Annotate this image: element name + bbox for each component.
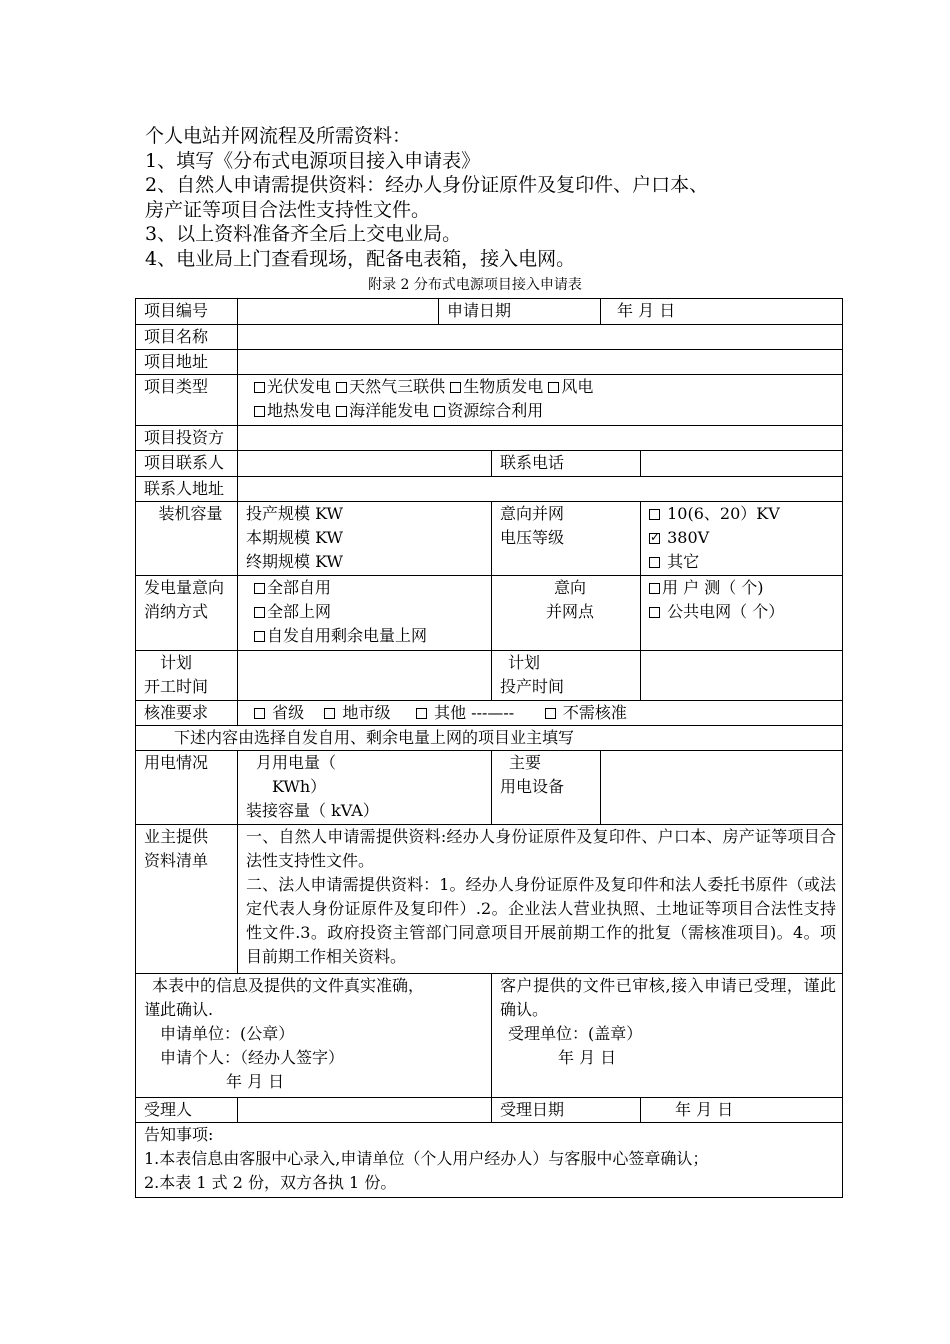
apply-date-label: 申请日期	[439, 299, 601, 325]
row-investor	[136, 426, 843, 451]
type-option: 地热发电	[267, 401, 332, 420]
grid-point-label-line: 意向	[554, 578, 587, 597]
row-notice	[136, 1123, 843, 1198]
row-project-type	[136, 375, 843, 426]
approval-label: 核准要求	[136, 701, 238, 726]
voltage-label	[492, 502, 641, 576]
documents-content	[238, 825, 843, 974]
documents-label-line: 业主提供	[144, 827, 209, 846]
applicant-person: 申请个人：（经办人签字）	[160, 1048, 345, 1067]
project-address-value	[238, 350, 843, 375]
notice-section	[136, 1123, 843, 1198]
receiver-label: 受理人	[136, 1098, 238, 1123]
project-address-label: 项目地址	[136, 350, 238, 375]
documents-natural-person: 一、自然人申请需提供资料:经办人身份证原件及复印件、户口本、房产证等项目合法性支持性文件。	[246, 827, 837, 870]
checkbox-icon[interactable]	[649, 557, 660, 568]
approval-option: 地市级	[342, 703, 391, 722]
row-usage	[136, 751, 843, 825]
voltage-option: 380V	[667, 528, 710, 547]
intro-section	[145, 124, 845, 271]
equipment-label-line: 用电设备	[500, 777, 565, 796]
receive-date-value: 年 月 日	[641, 1098, 843, 1123]
equipment-label	[492, 751, 601, 825]
intro-step-2a: 2、自然人申请需提供资料：经办人身份证原件及复印件、户口本、	[145, 174, 709, 196]
checkbox-icon[interactable]	[336, 382, 347, 393]
type-option: 海洋能发电	[349, 401, 430, 420]
declaration-text: 本表中的信息及提供的文件真实准确，	[152, 976, 425, 995]
type-option: 天然气三联供	[349, 377, 446, 396]
capacity-line: 终期规模 KW	[246, 552, 343, 571]
production-time-label	[492, 651, 641, 701]
consume-option: 全部上网	[267, 602, 332, 621]
declaration-receiver	[492, 974, 843, 1098]
type-option: 资源综合利用	[447, 401, 544, 420]
point-option: 用 户 测（ 个)	[662, 578, 764, 597]
equipment-label-line: 主要	[509, 753, 542, 772]
checkbox-icon[interactable]	[254, 631, 265, 642]
consumption-label	[136, 576, 238, 651]
project-no-value	[238, 299, 439, 325]
checkbox-icon[interactable]	[545, 708, 556, 719]
capacity-line: 本期规模 KW	[246, 528, 343, 547]
voltage-label-line: 电压等级	[500, 528, 565, 547]
usage-line: 装接容量（ kVA）	[246, 801, 379, 820]
capacity-values	[238, 502, 492, 576]
receive-date-label: 受理日期	[492, 1098, 641, 1123]
contact-label: 项目联系人	[136, 451, 238, 477]
receiver-text: 客户提供的文件已审核,接入申请已受理，谨此确认。	[500, 976, 837, 1019]
checkbox-icon[interactable]	[254, 583, 265, 594]
checkbox-icon[interactable]	[254, 382, 265, 393]
start-time-label-line: 开工时间	[144, 677, 209, 696]
grid-point-label-line: 并网点	[546, 602, 595, 621]
phone-label: 联系电话	[492, 451, 641, 477]
checkbox-icon[interactable]	[254, 406, 265, 417]
usage-label: 用电情况	[136, 751, 238, 825]
capacity-label: 装机容量	[136, 502, 238, 576]
row-note	[136, 726, 843, 751]
project-type-label: 项目类型	[136, 375, 238, 426]
row-contact	[136, 451, 843, 477]
intro-step-3: 3、以上资料准备齐全后上交电业局。	[145, 223, 462, 245]
project-name-value	[238, 325, 843, 350]
point-option: 公共电网（ 个）	[667, 602, 785, 621]
start-time-value	[238, 651, 492, 701]
row-approval	[136, 701, 843, 726]
apply-date-value: 年 月 日	[601, 299, 843, 325]
equipment-value	[601, 751, 843, 825]
row-project-name	[136, 325, 843, 350]
voltage-label-line: 意向并网	[500, 504, 565, 523]
row-schedule	[136, 651, 843, 701]
row-documents	[136, 825, 843, 974]
declaration-applicant	[136, 974, 492, 1098]
documents-label	[136, 825, 238, 974]
production-time-label-line: 投产时间	[500, 677, 565, 696]
intro-step-4: 4、电业局上门查看现场，配备电表箱，接入电网。	[145, 247, 576, 270]
approval-option: 省级	[272, 703, 305, 722]
notice-item: 1.本表信息由客服中心录入,申请单位（个人用户经办人）与客服中心签章确认；	[144, 1149, 709, 1168]
checkbox-icon[interactable]	[649, 509, 660, 520]
consumption-label-line: 消纳方式	[144, 602, 209, 621]
consume-option: 自发自用剩余电量上网	[267, 626, 428, 645]
production-time-value	[641, 651, 843, 701]
checkbox-icon[interactable]	[336, 406, 347, 417]
voltage-option: 其它	[667, 552, 700, 571]
checkbox-icon[interactable]	[254, 607, 265, 618]
approval-option: 其他 ---—--	[434, 703, 515, 722]
voltage-option: 10(6、20）KV	[667, 504, 780, 523]
row-project-address	[136, 350, 843, 375]
type-option: 风电	[561, 377, 594, 396]
documents-legal-person: 二、法人申请需提供资料：1。经办人身份证原件及复印件和法人委托书原件（或法定代表人身份证原件及复印件）.2。企业法人营业执照、土地证等项目合法性支持性文件.3。政府投资主管部门同意项目开展前期工作的批复（需核准项目)。4。项目前期工作相关资料。	[246, 875, 837, 966]
intro-step-1: 1、填写《分布式电源项目接入申请表》	[145, 149, 481, 172]
consumption-options	[238, 576, 492, 651]
consumption-label-line: 发电量意向	[144, 578, 225, 597]
project-name-label: 项目名称	[136, 325, 238, 350]
receiver-value	[238, 1098, 492, 1123]
row-capacity	[136, 502, 843, 576]
capacity-line: 投产规模 KW	[246, 504, 343, 523]
project-type-options	[238, 375, 843, 426]
intro-title: 个人电站并网流程及所需资料：	[145, 125, 412, 147]
receiver-unit: 受理单位：(盖章）	[508, 1024, 643, 1043]
documents-label-line: 资料清单	[144, 851, 209, 870]
checkbox-icon[interactable]	[548, 382, 559, 393]
checkbox-icon[interactable]	[434, 406, 445, 417]
declaration-text: 谨此确认.	[144, 1000, 214, 1019]
checkbox-icon[interactable]	[649, 607, 660, 618]
project-no-label: 项目编号	[136, 299, 238, 325]
approval-options	[238, 701, 843, 726]
row-project-no	[136, 299, 843, 325]
phone-value	[641, 451, 843, 477]
receiver-date: 年 月 日	[558, 1048, 617, 1067]
approval-option: 不需核准	[562, 703, 627, 722]
grid-point-options	[641, 576, 843, 651]
type-option: 光伏发电	[267, 377, 332, 396]
form-caption: 附录 2 分布式电源项目接入申请表	[368, 277, 582, 293]
applicant-unit: 申请单位：(公章）	[160, 1024, 295, 1043]
row-receiver	[136, 1098, 843, 1123]
row-declaration	[136, 974, 843, 1098]
checked-checkbox-icon[interactable]	[649, 533, 660, 544]
checkbox-icon[interactable]	[416, 708, 427, 719]
production-time-label-line: 计划	[508, 653, 541, 672]
start-time-label	[136, 651, 238, 701]
application-form	[135, 298, 843, 1198]
checkbox-icon[interactable]	[450, 382, 461, 393]
row-contact-address	[136, 477, 843, 502]
contact-address-value	[238, 477, 843, 502]
applicant-date: 年 月 日	[226, 1072, 285, 1091]
usage-values	[238, 751, 492, 825]
contact-value	[238, 451, 492, 477]
self-use-note: 下述内容由选择自发自用、剩余电量上网的项目业主填写	[136, 726, 843, 751]
usage-line: KWh）	[272, 777, 327, 796]
checkbox-icon[interactable]	[324, 708, 335, 719]
contact-address-label: 联系人地址	[136, 477, 238, 502]
start-time-label-line: 计划	[160, 653, 193, 672]
checkbox-icon[interactable]	[254, 708, 265, 719]
investor-label: 项目投资方	[136, 426, 238, 451]
notice-title: 告知事项:	[144, 1125, 214, 1144]
voltage-options	[641, 502, 843, 576]
intro-step-2b: 房产证等项目合法性支持性文件。	[145, 198, 431, 221]
type-option: 生物质发电	[463, 377, 544, 396]
row-consumption	[136, 576, 843, 651]
checkbox-icon[interactable]	[649, 583, 660, 594]
grid-point-label	[492, 576, 641, 651]
consume-option: 全部自用	[267, 578, 332, 597]
investor-value	[238, 426, 843, 451]
usage-line: 月用电量（	[256, 753, 337, 772]
notice-item: 2.本表 1 式 2 份，双方各执 1 份。	[144, 1173, 397, 1192]
